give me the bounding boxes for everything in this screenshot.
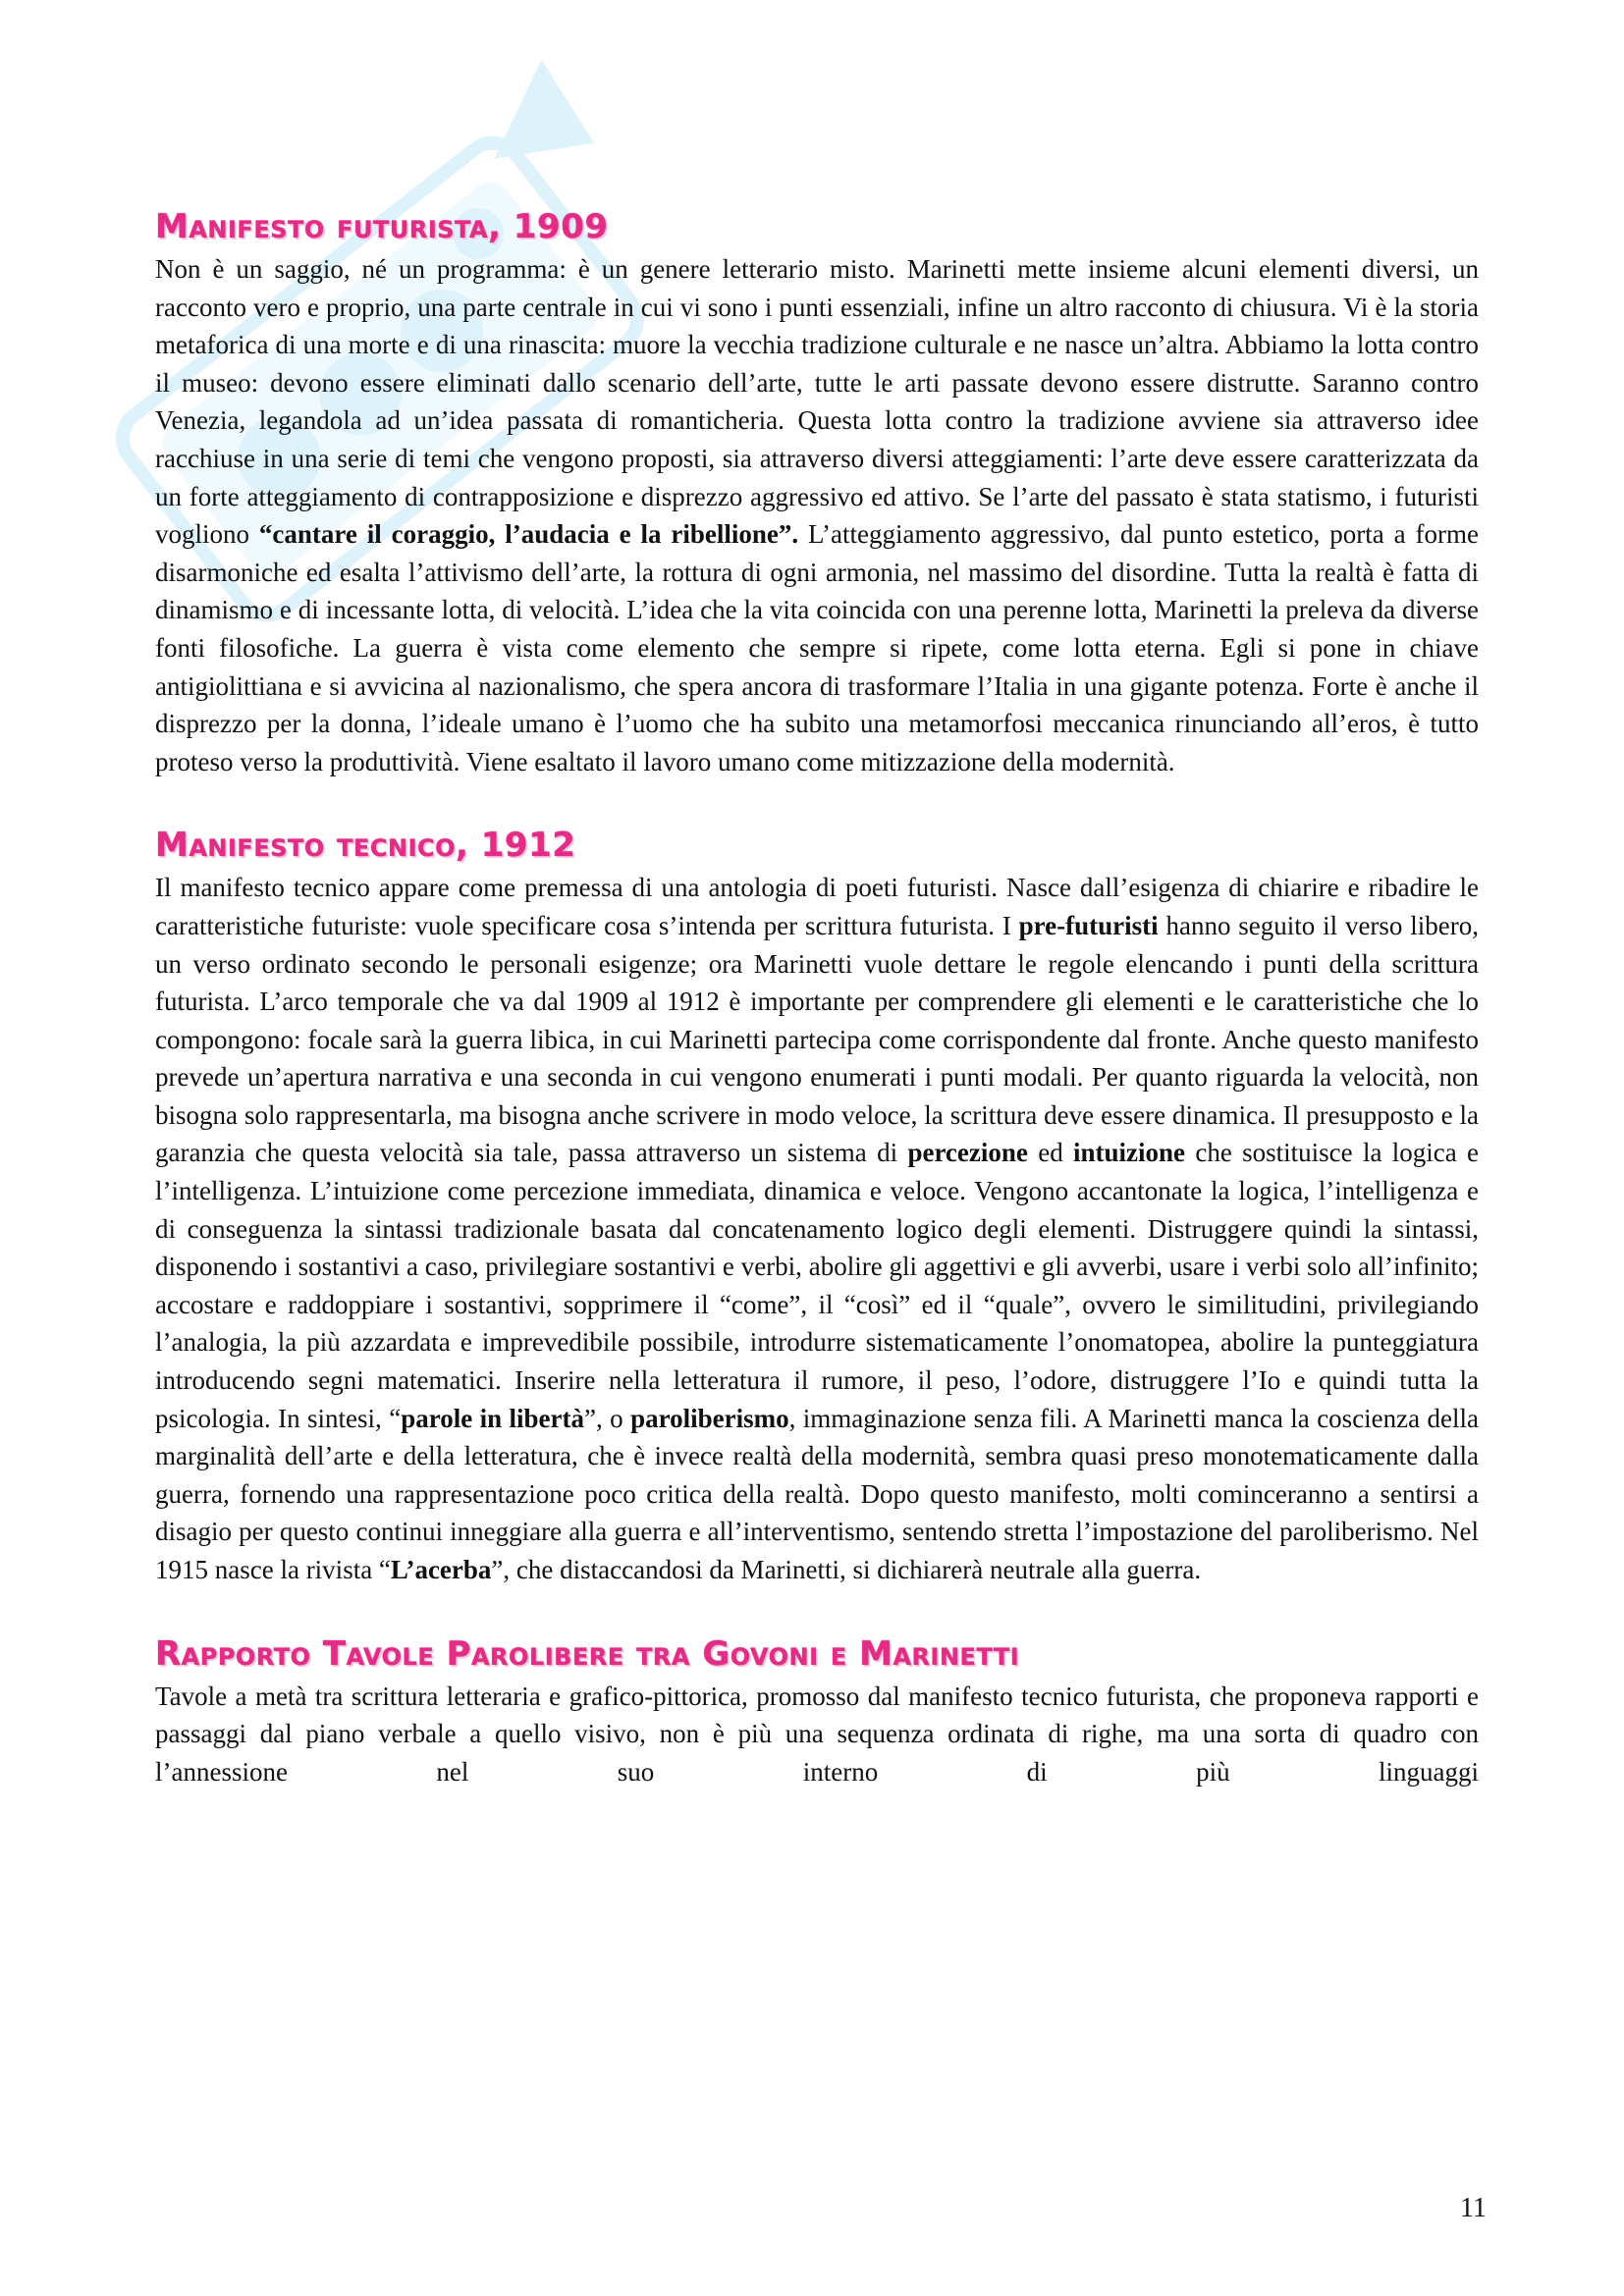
paragraph-tavole-parolibere [155, 1678, 1479, 1791]
bold-term: intuizione [1073, 1138, 1186, 1168]
bold-quote: “cantare il coraggio, l’audacia e la ribellione”. [258, 519, 799, 550]
bold-term: parole in libertà [401, 1403, 585, 1433]
text-run: ”, o [584, 1403, 631, 1433]
text-run: L’atteggiamento aggressivo, dal punto estetico, porta a forme disarmoniche ed esalta l’attivismo dell’arte, la rottura di ogni armonia, nel massimo del disordine. Tutta la realtà è fatta di dinamismo e di incessante lotta, di velocità. L’idea che la vita coincida con una perenne lotta, Marinetti la preleva da diverse fonti filosofiche. La guerra è vista come elemento che sempre si ripete, come lotta eterna. Egli si pone in chiave antigiolittiana e si avvicina al nazionalismo, che spera ancora di trasformare l’Italia in una gigante potenza. Forte è anche il disprezzo per la donna, l’ideale umano è l’uomo che ha subito una metamorfosi meccanica rinunciando all’eros, è tutto proteso verso la produttività. Viene esaltato il lavoro umano come mitizzazione della modernità. [155, 519, 1479, 776]
bold-term: paroliberismo [630, 1403, 789, 1433]
section-heading-tavole-parolibere: Rapporto Tavole Parolibere tra Govoni e Marinetti [155, 1633, 1020, 1674]
section-heading-manifesto-futurista: Manifesto futurista, 1909 [155, 207, 609, 246]
bold-term: L’acerba [390, 1555, 492, 1584]
bold-term: percezione [907, 1138, 1028, 1168]
document-body [155, 203, 1479, 1791]
text-run: Tavole a metà tra scrittura letteraria e grafico-pittorica, promosso dal manifesto tecnico futurista, che proponeva rapporti e passaggi dal piano verbale a quello visivo, non è più una sequenza ordinata di righe, ma una sorta di quadro con l’annessione nel suo interno di più linguaggi [155, 1681, 1479, 1787]
bold-term: pre-futuristi [1018, 910, 1159, 940]
section-heading-manifesto-tecnico: Manifesto tecnico, 1912 [155, 826, 576, 866]
text-run: ”, che distaccandosi da Marinetti, si dichiarerà neutrale alla guerra. [491, 1555, 1202, 1584]
text-run: Il manifesto tecnico appare come premessa di una antologia di poeti futuristi. Nasce dall’esigenza di chiarire e ribadire le caratteristiche futuriste: vuole specificare cosa s’intenda per scrittura futurista. I [155, 873, 1479, 940]
text-run: hanno seguito il verso libero, un verso ordinato secondo le personali esigenze; ora Marinetti vuole dettare le regole elencando i punti della scrittura futurista. L’arco temporale che va dal 1909 al 1912 è importante per comprendere gli elementi e le caratteristiche che lo compongono: focale sarà la guerra libica, in cui Marinetti partecipa come corrispondente dal fronte. Anche questo manifesto prevede un’apertura narrativa e una seconda in cui vengono enumerati i punti modali. Per quanto riguarda la velocità, non bisogna solo rappresentarla, ma bisogna anche scrivere in modo veloce, la scrittura deve essere dinamica. Il presupposto e la garanzia che questa velocità sia tale, passa attraverso un sistema di [155, 910, 1479, 1168]
page-number: 11 [1460, 2193, 1487, 2223]
text-run: , immaginazione senza fili. A Marinetti manca la coscienza della marginalità dell’arte e della letteratura, che è invece realtà della modernità, sembra quasi preso monotematicamente dalla guerra, fornendo una rappresentazione poco critica della realtà. Dopo questo manifesto, molti cominceranno a sentirsi a disagio per questo continui inneggiare alla guerra e all’interventismo, sentendo stretta l’impostazione del paroliberismo. Nel 1915 nasce la rivista “ [155, 1403, 1480, 1584]
text-run: che sostituisce la logica e l’intelligenza. L’intuizione come percezione immediata, dinamica e veloce. Vengono accantonate la logica, l’intelligenza e di conseguenza la sintassi tradizionale basata dal concatenamento logico degli elementi. Distruggere quindi la sintassi, disponendo i sostantivi a caso, privilegiare sostantivi e verbi, abolire gli aggettivi e gli avverbi, usare i verbi solo all’infinito; accostare e raddoppiare i sostantivi, sopprimere il “come”, il “così” ed il “quale”, ovvero le similitudini, privilegiando l’analogia, la più azzardata e imprevedibile possibile, introdurre sistematicamente l’onomatopea, abolire la punteggiatura introducendo segni matematici. Inserire nella letteratura il rumore, il peso, l’odore, distruggere l’Io e quindi tutta la psicologia. In sintesi, “ [155, 1138, 1480, 1433]
text-run: ed [1027, 1138, 1074, 1168]
paragraph-manifesto-tecnico [155, 869, 1479, 1588]
paragraph-manifesto-futurista [155, 250, 1479, 780]
text-run: Non è un saggio, né un programma: è un genere letterario misto. Marinetti mette insieme alcuni elementi diversi, un racconto vero e proprio, una parte centrale in cui vi sono i punti essenziali, infine un altro racconto di chiusura. Vi è la storia metaforica di una morte e di una rinascita: muore la vecchia tradizione culturale e ne nasce un’altra. Abbiamo la lotta contro il museo: devono essere eliminati dallo scenario dell’arte, tutte le arti passate devono essere distrutte. Saranno contro Venezia, legandola ad un’idea passata di romanticheria. Questa lotta contro la tradizione avviene sia attraverso idee racchiuse in una serie di temi che vengono proposti, sia attraverso diversi atteggiamenti: l’arte deve essere caratterizzata da un forte atteggiamento di contrapposizione e disprezzo aggressivo ed attivo. Se l’arte del passato è stata statismo, i futuristi vogliono [155, 254, 1479, 550]
